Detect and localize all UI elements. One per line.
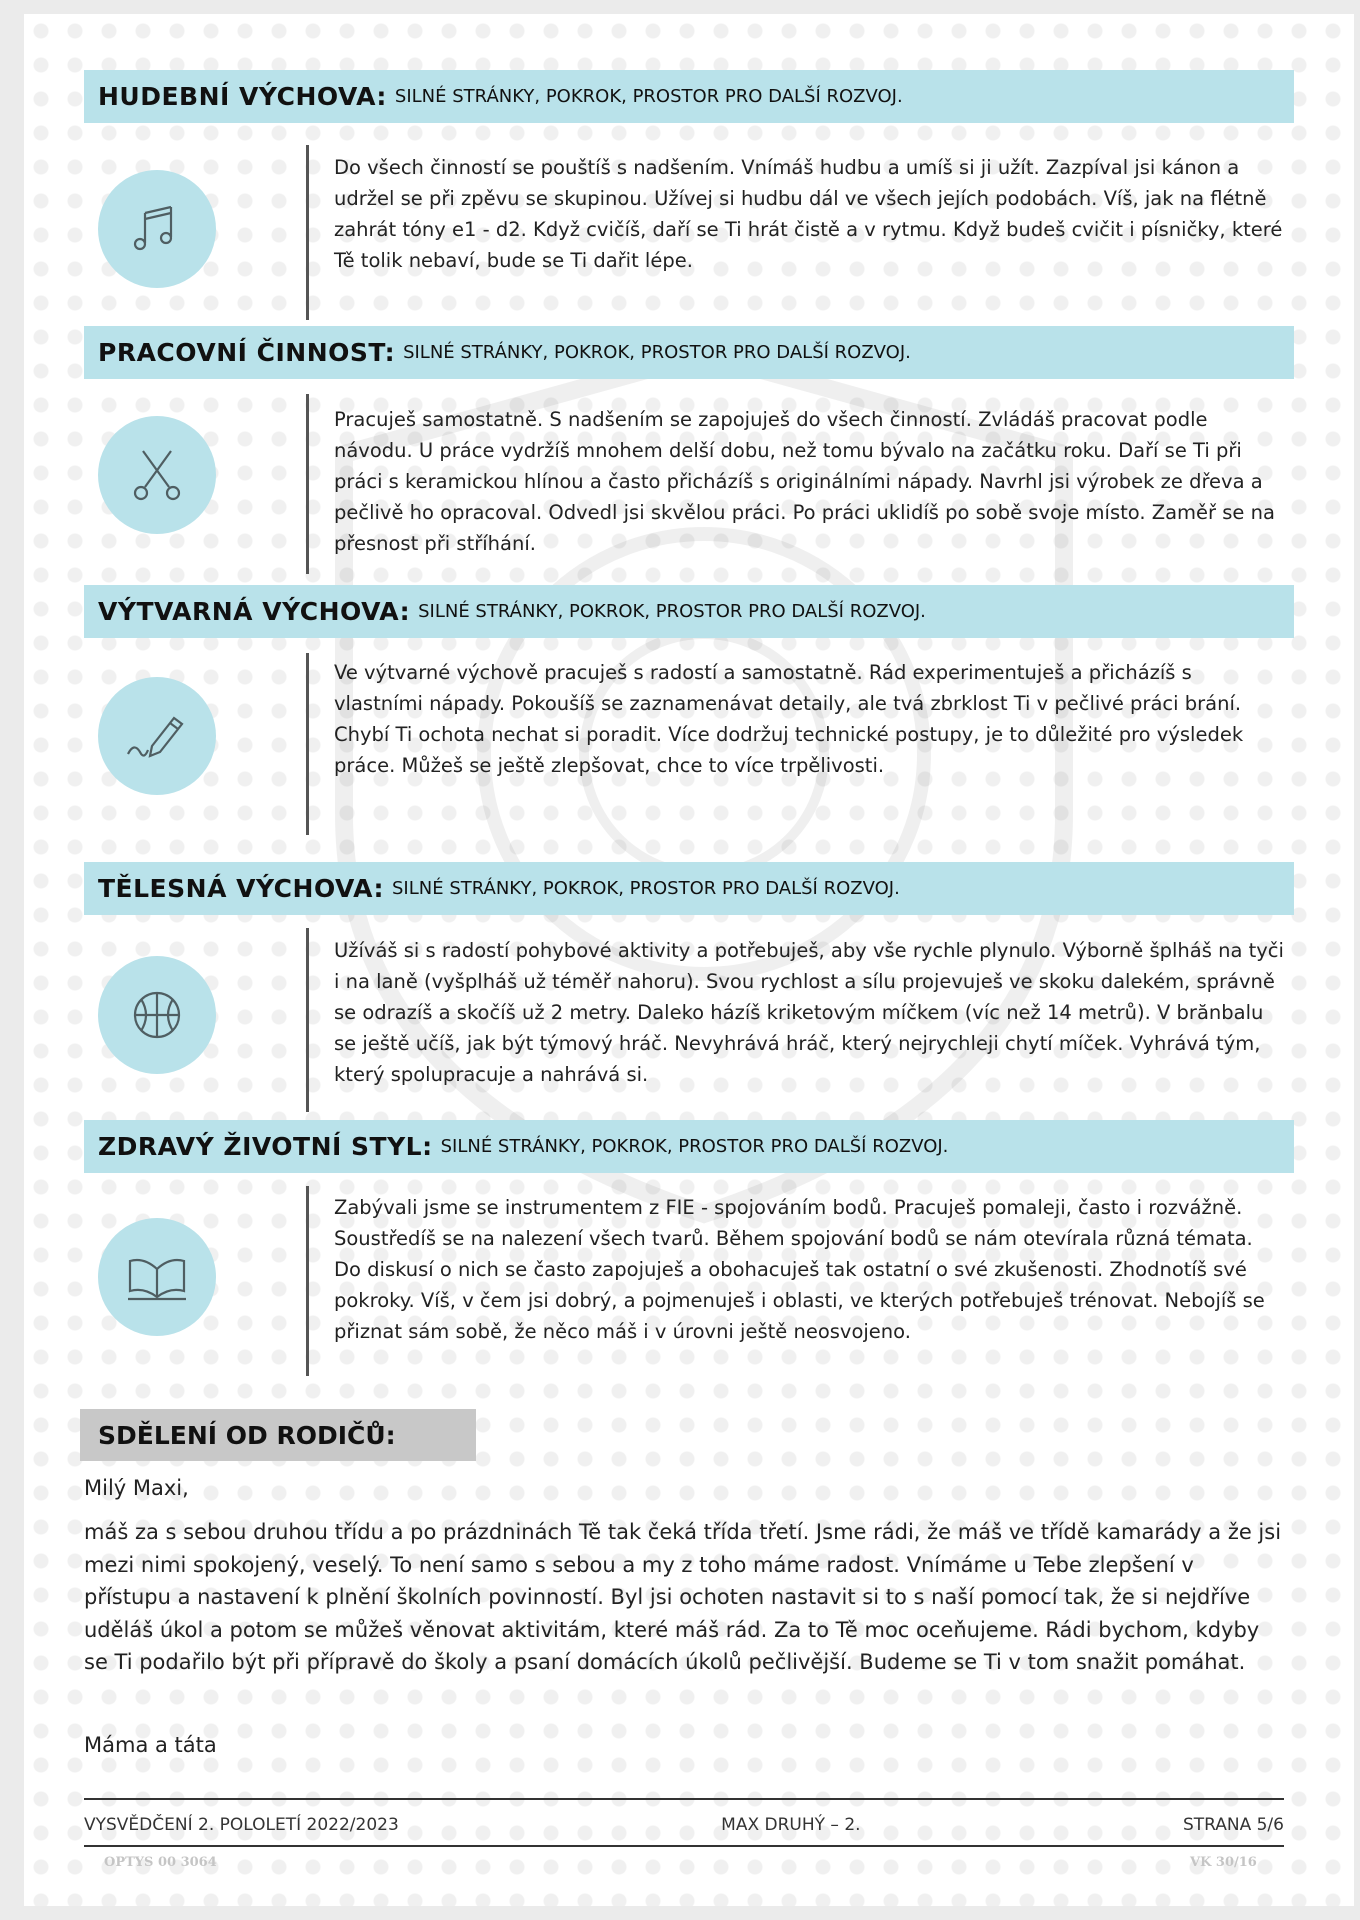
section-pe xyxy=(84,862,1294,1112)
divider xyxy=(306,928,309,1112)
footer-rule-top xyxy=(84,1798,1284,1800)
open-book-icon xyxy=(98,1218,216,1336)
divider xyxy=(306,653,309,835)
ball-icon xyxy=(98,956,216,1074)
section-header xyxy=(84,585,1294,638)
subject-subtitle: SILNÉ STRÁNKY, POKROK, PROSTOR PRO DALŠÍ ROZVOJ. xyxy=(394,86,903,107)
print-code-left: OPTYS 00 3064 xyxy=(104,1855,217,1870)
section-work xyxy=(84,326,1294,576)
parents-message-label: SDĚLENÍ OD RODIČŮ: xyxy=(80,1409,476,1461)
divider xyxy=(306,1186,309,1376)
letter-greeting: Milý Maxi, xyxy=(84,1476,189,1500)
section-art xyxy=(84,585,1294,835)
section-text: Užíváš si s radostí pohybové aktivity a potřebuješ, aby vše rychle plynulo. Výborně šplháš na tyči i na laně (vyšplháš už téměř nahoru). Svou rychlost a sílu projevuješ ve skoku dalekém, správně se odrazíš a skočíš už 2 metry. Daleko házíš kriketovým míčkem (víc než 14 metrů). V brănbalu se ještě učíš, jak být týmový hráč. Nevyhrává hráč, který nejrychleji chytí míček. Vyhrává tým, který spolupracuje a nahrává si. xyxy=(334,939,1284,1086)
divider xyxy=(306,394,309,574)
subject-title: ZDRAVÝ ŽIVOTNÍ STYL: xyxy=(98,1132,433,1161)
section-header xyxy=(84,70,1294,123)
footer-rule-bottom xyxy=(84,1845,1284,1847)
subject-title: TĚLESNÁ VÝCHOVA: xyxy=(98,874,384,903)
subject-subtitle: SILNÉ STRÁNKY, POKROK, PROSTOR PRO DALŠÍ ROZVOJ. xyxy=(418,601,926,622)
section-healthy-lifestyle xyxy=(84,1120,1294,1370)
section-text: Do všech činností se pouštíš s nadšením. Vnímáš hudbu a umíš si ji užít. Zazpíval jsi kánon a udržel se při zpěvu se skupinou. Užívej si hudbu dál ve všech jejích podobách. Víš, jak na flétně zahrát tóny e1 - d2. Když cvičíš, daří se Ti hrát čistě a v rytmu. Když budeš cvičit i písničky, které Tě tolik nebaví, bude se Ti dařit lépe. xyxy=(334,156,1283,272)
letter-signature: Máma a táta xyxy=(84,1733,217,1757)
print-code-right: VK 30/16 xyxy=(1190,1855,1257,1870)
subject-subtitle: SILNÉ STRÁNKY, POKROK, PROSTOR PRO DALŠÍ ROZVOJ. xyxy=(403,342,911,363)
scissors-icon xyxy=(98,416,216,534)
subject-subtitle: SILNÉ STRÁNKY, POKROK, PROSTOR PRO DALŠÍ ROZVOJ. xyxy=(440,1136,949,1157)
section-text: Zabývali jsme se instrumentem z FIE - spojováním bodů. Pracuješ pomaleji, často i rozvážně. Soustředíš se na nalezení všech tvarů. Během spojování bodů se nám otevírala různá témata. Do diskusí o nich se často zapojuješ a obohacuješ tak ostatní o své zkušenosti. Zhodnotíš své pokroky. Víš, v čem jsi dobrý, a pojmenuješ i oblasti, ve kterých potřebuješ trénovat. Nebojíš se přiznat sám sobě, že něco máš i v úrovni ještě neosvojeno. xyxy=(334,1196,1265,1343)
section-header xyxy=(84,862,1294,915)
footer-page-number: STRANA 5/6 xyxy=(1182,1815,1284,1835)
letter-body: máš za s sebou druhou třídu a po prázdninách Tě tak čeká třída třetí. Jsme rádi, že máš ve třídě kamarády a že jsi mezi nimi spokojený, veselý. To není samo s sebou a my z toho máme radost. Vnímáme u Tebe zlepšení v přístupu a nastavení k plnění školních povinností. Byl jsi ochoten nastavit si to s naší pomocí tak, že si nejdříve uděláš úkol a potom se můžeš věnovat aktivitám, které máš rád. Za to Tě moc oceňujeme. Rádi bychom, kdyby se Ti podařilo být při přípravě do školy a psaní domácích úkolů pečlivější. Budeme se Ti v tom snažit pomáhat. xyxy=(84,1520,1282,1674)
section-header xyxy=(84,1120,1294,1173)
section-text: Ve výtvarné výchově pracuješ s radostí a samostatně. Rád experimentuješ a přicházíš s vlastními nápady. Pokoušíš se zaznamenávat detaily, ale tvá zbrklost Ti v pečlivé práci brání. Chybí Ti ochota nechat si poradit. Více dodržuj technické postupy, je to důležité pro výsledek práce. Můžeš se ještě zlepšovat, chce to více trpělivosti. xyxy=(334,661,1244,777)
subject-title: PRACOVNÍ ČINNOST: xyxy=(98,338,396,367)
subject-title: HUDEBNÍ VÝCHOVA: xyxy=(98,82,387,111)
section-text: Pracuješ samostatně. S nadšením se zapojuješ do všech činností. Zvládáš pracovat podle návodu. U práce vydržíš mnohem delší dobu, než tomu bývalo na začátku roku. Daří se Ti při práci s keramickou hlínou a často přicházíš s originálními nápady. Navrhl jsi výrobek ze dřeva a pečlivě ho opracoval. Odvedl jsi skvělou práci. Po práci uklidíš po sobě svoje místo. Zaměř se na přesnost při stříhání. xyxy=(334,408,1275,555)
footer-student-name: MAX DRUHÝ – 2. xyxy=(721,1815,861,1835)
divider xyxy=(306,145,309,320)
pencil-icon xyxy=(98,677,216,795)
section-music xyxy=(84,70,1294,320)
footer-document-title: VYSVĚDČENÍ 2. POLOLETÍ 2022/2023 xyxy=(84,1815,399,1835)
music-note-icon xyxy=(98,170,216,288)
subject-title: VÝTVARNÁ VÝCHOVA: xyxy=(98,597,411,626)
section-header xyxy=(84,326,1294,379)
page-footer xyxy=(84,1815,1284,1835)
subject-subtitle: SILNÉ STRÁNKY, POKROK, PROSTOR PRO DALŠÍ ROZVOJ. xyxy=(392,878,900,899)
